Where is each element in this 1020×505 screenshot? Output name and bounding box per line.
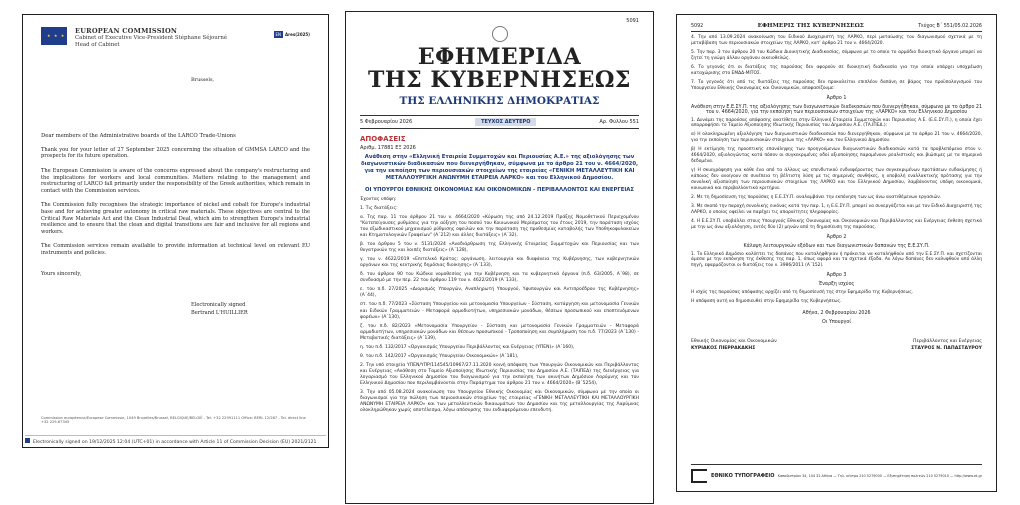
running-title: ΕΦΗΜΕΡΙΣ ΤΗΣ ΚΥΒΕΡΝΗΣΕΩΣ: [757, 23, 864, 29]
paragraph: 2. Με τη δημοσίευση της παρούσας η Ε.Ε.ΣΥ.Π. αναλαμβάνει την εκπόνηση των ως άνω ανατιθέμενων εργασιών.: [691, 194, 942, 200]
gazette-page-1: [345, 11, 654, 504]
eu-flag-logo: [41, 27, 67, 45]
decision-number: Αριθμ. 17881 ΕΞ 2026: [360, 145, 416, 152]
article-3-subtitle: Έναρξη ισχύος: [818, 282, 855, 288]
letter-signature: Electronically signed Bertrand L'HUILLIER: [191, 301, 248, 316]
paragraph: Η απόφαση αυτή να δημοσιευθεί στην Εφημερίδα της Κυβερνήσεως.: [691, 299, 842, 305]
paragraph: 3. Με σκοπό την παροχή συνολικής εικόνας κατά την παρ. 1, η Ε.Ε.ΣΥ.Π. μπορεί να συνεργάζεται και με τον Ειδικό Διαχειριστή της ΛΑΡΚΟ, ο οποίος οφείλει να παρέχει τις απαραίτητες πληροφορίες.: [691, 203, 982, 215]
ec-letter-page: [22, 14, 329, 448]
paragraph: Η ισχύς της παρούσας απόφασης αρχίζει από τη δημοσίευσή της στην Εφημερίδα της Κυβερνήσεως.: [691, 290, 914, 296]
letter-closing: Yours sincerely,: [41, 270, 82, 277]
ministers-heading: ΟΙ ΥΠΟΥΡΓΟΙ ΕΘΝΙΚΗΣ ΟΙΚΟΝΟΜΙΑΣ ΚΑΙ ΟΙΚΟΝΟΜΙΚΩΝ - ΠΕΡΙΒΑΛΛΟΝΤΟΣ ΚΑΙ ΕΝΕΡΓΕΙΑΣ: [364, 186, 635, 193]
issue-series: ΤΕΥΧΟΣ ΔΕΥΤΕΡΟ: [475, 118, 536, 126]
page-number: 5091: [626, 18, 639, 24]
ec-header: [41, 27, 310, 49]
article-1-title: Άρθρο 1: [826, 95, 847, 101]
ec-org-name: EUROPEAN COMMISSION: [75, 27, 178, 35]
article-2-subtitle: Κάλυψη λειτουργικών εξόδων και των διαγωνιστικών δαπανών της Ε.Ε.ΣΥ.Π.: [743, 243, 930, 249]
article-2-title: Άρθρο 2: [826, 234, 847, 240]
paragraph: 5. Την παρ. 3 του άρθρου 20 του Κώδικα Διοικητικής Διαδικασίας, σύμφωνα με το οποίο το αρμόδιο διοικητικό όργανο μπορεί να ζητεί τη γνώμη άλλου οργάνου οικειοθελώς.: [691, 49, 982, 61]
gazette-body: Έχοντας υπόψη: 1. Τις διατάξεις: α. Της παρ. 11 του άρθρου 21 του ν. 4664/2020 «Κύρωση της από 24.12.2019 Πράξης Νομοθετικού Περιεχομένου "Κατεπείγουσες ρυθμίσεις για την αύξηση του ποσού του Κοινωνικού Μερίσματος του έτους 2019, την παράταση ισχύος του εξωδικαστικού μηχανισμού ρύθμισης οφειλών και την παράταση της προθεσμίας καταβολής των Υποθηκοφυλακείων και Κτηματολογικών Γραφείων" (Α΄212) και άλλες διατάξεις» (Α΄32), β. του άρθρου 5 του ν. 5131/2024 «Αναδιάρθρωση της Ελληνικής Εταιρείας Συμμετοχών και Περιουσίας και των θυγατρικών της και λοιπές διατάξεις» (Α΄128), γ. του ν. 4622/2019 «Επιτελικό Κράτος: οργάνωση, λειτουργία και διαφάνεια της Κυβέρνησης, των κυβερνητικών οργάνων και της κεντρικής δημόσιας διοίκησης» (Α΄133), δ. του άρθρου 90 του Κώδικα νομοθεσίας για την Κυβέρνηση και τα κυβερνητικά όργανα (π.δ. 63/2005, Α΄98), σε συνδυασμό με την περ. 22 του άρθρου 119 του ν. 4622/2019 (Α΄133), ε. του π.δ. 27/2025 «Διορισμός Υπουργών, Αναπληρωτή Υπουργού, Υφυπουργών και Αντιπροέδρου της Κυβέρνησης» (Α΄44), στ. του π.δ. 77/2023 «Σύσταση Υπουργείου και μετονομασία Υπουργείων - Σύσταση, κατάργηση και μετονομασία Γενικών και Ειδικών Γραμματειών - Μεταφορά αρμοδιοτήτων, υπηρεσιακών μονάδων, θέσεων προσωπικού και εποπτευόμενων φορέων» (Α΄130), ζ. του π.δ. 82/2023 «Μετονομασία Υπουργείου - Σύσταση και μετονομασία Γενικών Γραμματειών - Μεταφορά αρμοδιοτήτων, υπηρεσιακών μονάδων και θέσεων προσωπικού - Τροποποίηση και συμπλήρωση του π.δ. 77/2023 (Α΄130) - Μεταβατικές διατάξεις» (Α΄139), η. του π.δ. 132/2017 «Οργανισμός Υπουργείου Περιβάλλοντος και Ενέργειας (ΥΠΕΝ)» (Α΄160), θ. του π.δ. 142/2017 «Οργανισμός Υπουργείου Οικονομικών» (Α΄181), 2. Την υπό στοιχεία ΥΠΕΝ/ΥΠΡ/114545/10967/27.11.2020 κοινή απόφαση των Υπουργών Οικονομικών και Περιβάλλοντος και Ενέργειας «Ανάθεση στο Ταμείο Αξιοποίησης Ιδιωτικής Περιουσίας του Δημοσίου Α.Ε. (ΤΑΙΠΕΔ) της διενέργειας για λογαριασμό του Ελληνικού Δημοσίου του διαγωνισμού για την εκποίηση των ακινήτων Δημόσιου Λαρύμνης και του Ελληνικού Δημοσίου που περιλαμβάνονται στην Παράρτημα του άρθρου 21 του ν. 4664/2020» (Β΄5254), 3. Την από 05.08.2024 ανακοίνωση του Υπουργείου Εθνικής Οικονομίας και Οικονομικών, σύμφωνα με την οποία οι διαγωνισμοί για την πώληση των περιουσιακών στοιχείων της εταιρείας «ΓΕΝΙΚΗ ΜΕΤΑΛΛΕΥΤΙΚΗ ΚΑΙ ΜΕΤΑΛΛΟΥΡΓΙΚΗ ΑΝΩΝΥΜΗ ΕΤΑΙΡΕΙΑ ΛΑΡΚΟ» και των μεταλλευτικών δικαιωμάτων του Δημοσίου και της μεταλλουργίας της Λαρύμνας ολοκληρώθηκαν χωρίς αποτέλεσμα, λόγω απόσυρσης του ενδιαφερόμενου επενδυτή.: [360, 196, 639, 414]
running-header: [691, 23, 982, 32]
printer-address: Καποδιστρίου 34, 104 32 Αθήνα — Τηλ. κέντρο 210 5279000 — Εξυπηρέτηση πολιτών 210 5279010 — http://www.et.gr: [777, 473, 982, 478]
ares-stamp: EN Ares(2025): [275, 32, 310, 37]
page-number: 5092: [691, 23, 704, 29]
issue-sheet: Αρ. Φύλλου 551: [599, 119, 639, 126]
gazette-page-2: [676, 14, 997, 492]
printer-footer: [691, 464, 982, 483]
letter-paragraph: Thank you for your letter of 27 September 2025 concerning the situation of GMMSA LARCO and the prospects for its future operation.: [41, 146, 310, 160]
decision-title: Ανάθεση στην «Ελληνική Εταιρεία Συμμετοχών και Περιουσίας Α.Ε.» της αξιολόγησης των διαγωνιστικών διαδικασιών που διενεργήθηκαν, σύμφωνα με το άρθρο 21 του ν. 4664/2020, για την εκποίηση των περιουσιακών στοιχείων της εταιρείας «ΓΕΝΙΚΗ ΜΕΤΑΛΛΕΥΤΙΚΗ ΚΑΙ ΜΕΤΑΛΛΟΥΡΓΙΚΗ ΑΝΩΝΥΜΗ ΕΤΑΙΡΕΙΑ ΛΑΡΚΟ» και του Ελληνικού Δημοσίου.: [360, 154, 639, 181]
place-date: Αθήνα, 2 Φεβρουαρίου 2026: [802, 311, 871, 317]
issue-ref: Τεύχος Β΄ 551/05.02.2026: [918, 23, 982, 29]
signer-left: Εθνικής Οικονομίας και Οικονομικών ΚΥΡΙΑΚΟΣ ΠΙΕΡΡΑΚΑΚΗΣ: [691, 339, 777, 352]
letter-city: Brussels,: [191, 76, 215, 83]
greek-emblem-icon: [492, 26, 508, 42]
paragraph: 1. Δυνάμει της παρούσας απόφασης ανατίθεται στην Ελληνική Εταιρεία Συμμετοχών και Περιουσίας Α.Ε. (Ε.Ε.ΣΥ.Π.), η οποία έχει απορροφήσει το Ταμείο Αξιοποίησης Ιδιωτικής Περιουσίας του Δημοσίου Α.Ε. (ΤΑ.ΙΠΕΔ.):: [691, 117, 982, 129]
paragraph: 1. Το Ελληνικό Δημόσιο καλύπτει τις δαπάνες που καταλήφθηκαν ή πρόκειται να καταλήφθούν από την Ε.Ε.ΣΥ.Π. και σχετίζονται άμεσα με την εκπόνηση της έκθεσης της παρ. 1, όπως αφορά και τα σχετικά έξοδα. Αν λόγω δαπάνες δεν καλυφθούν από άλλη πηγή, εφαρμόζονται οι διατάξεις του ν. 3986/2011 (Α΄152).: [691, 251, 982, 269]
letter-salutation: Dear members of the Administrative boards of the LARCO Trade-Unions: [41, 132, 236, 139]
section-heading: ΑΠΟΦΑΣΕΙΣ: [360, 135, 406, 144]
paragraph: 4. Την από 13.09.2024 ανακοίνωση του Ειδικού Διαχειριστή της ΛΑΡΚΟ, περί ματαίωσης του διαγωνισμού σχετικά με τη μεταβίβαση των περιουσιακών στοιχείων της ΛΑΡΚΟ, κατ' άρθρο 21 του ν. 4664/2020.: [691, 35, 982, 46]
issue-date: 5 Φεβρουαρίου 2026: [360, 119, 413, 126]
signatures: [691, 339, 982, 353]
gazette-masthead: ΕΦΗΜΕΡΙΔΑ ΤΗΣ ΚΥΒΕΡΝΗΣΕΩΣ ΤΗΣ ΕΛΛΗΝΙΚΗΣ ΔΗΜΟΚΡΑΤΙΑΣ: [368, 44, 631, 108]
letter-paragraph: The Commission services remain available to provide information at technical level on relevant EU instruments and policies.: [41, 243, 310, 257]
paragraph: α) Η ολοκληρωμένη αξιολόγηση των διαγωνιστικών διαδικασιών που διενεργήθηκαν, σύμφωνα με το άρθρο 21 του ν. 4664/2020, για την εκποίηση των περιουσιακών στοιχείων της «ΛΑΡΚΟ» και του Ελληνικού Δημοσίου.: [691, 132, 982, 144]
ec-head: Head of Cabinet: [75, 41, 120, 48]
paragraph: 7. Το γεγονός ότι από τις διατάξεις της παρούσας δεν προκαλείται επιπλέον δαπάνη σε βάρος του προϋπολογισμού του Υπουργείου Εθνικής Οικονομίας και Οικονομικών, αποφασίζουμε:: [691, 79, 982, 91]
paragraph: β) Η εκτίμηση της προοπτικής επανάληψης των προηγούμενων διαγωνιστικών διαδικασιών κατά τα προβλεπόμενα στον ν. 4664/2020, αξιολογώντας κατά πόσον οι συγκεκριμένες οδοί αξιοποίησης παραμένουν ρεαλιστικές και βιώσιμες με τα σημερινά δεδομένα.: [691, 147, 982, 165]
article-3-title: Άρθρο 3: [826, 273, 847, 279]
letter-paragraph: The Commission fully recognises the strategic importance of nickel and cobalt for Europe's industrial base and for achieving greater autonomy in critical raw materials. These objectives are central to the Critical Raw Materials Act and the Clean Industrial Deal, which aim to strengthen Europe's industrial resilience and to ensure that the clean and digital transitions are fair and inclusive for all regions and workers.: [41, 202, 310, 235]
signer-right: Περιβάλλοντος και Ενέργειας ΣΤΑΥΡΟΣ Ν. ΠΑΠΑΣΤΑΥΡΟΥ: [911, 339, 982, 352]
ministers-label: Οι Υπουργοί: [822, 320, 851, 326]
letter-footer: Commission européenne/Europese Commissie, 1049 Bruxelles/Brussel, BELGIQUE/BELGIË - Tel. +32 22991111 Office: BERL 12/267 - Tel. direct line +32 229-67345: [41, 415, 306, 425]
letter-paragraph: The European Commission is aware of the concerns expressed about the company's restructuring and the implications for workers and local communities. Matters relating to the management and restructuring of LARCO fall primarily under the responsibility of the Greek authorities, which remain in contact with the Commission services.: [41, 167, 310, 194]
issue-bar: [360, 115, 639, 129]
paragraph: 4. Η Ε.Ε.ΣΥ.Π. υποβάλλει στους Υπουργούς Εθνικής Οικονομίας και Οικονομικών και Περιβάλλοντος και Ενέργειας έκθεση σχετικά με την ως άνω αξιολόγηση, εντός δύο (2) μηνών από τη δημοσίευση της παρούσας.: [691, 218, 982, 230]
paragraph: 6. Το γεγονός ότι οι διατάξεις της παρούσας δεν αφορούν σε διοικητική διαδικασία για την οποία υπάρχει υποχρέωση καταχώρισης στο ΕΜΔΔ-ΜΙΤΟΣ.: [691, 64, 982, 76]
esign-notice: Electronically signed on 19/12/2025 12:04 (UTC+01) in accordance with Article 11 of Commission Decision (EU) 2021/2121: [25, 435, 326, 445]
et-logo-icon: [691, 469, 707, 483]
paragraph: γ) Η σκιαγράφηση για κάθε ένα από τα άλλους ως επενδυτικού ενδιαφέροντος των συγκεκριμένων προτάσεων ευδοκίμησης ή κάποιας δεν ανοίγουν σε συνέπεια τη βέλτιστη λύση με τις σημερινές συνθήκες, η υποβολή εναλλακτικής πρότασης για την συνολική αξιοποίηση των περιουσιακών στοιχείων της ΛΑΡΚΟ και του Ελληνικού Δημοσίου, λαμβάνοντας υπόψη οικονομικά, κοινωνικά και περιβαλλοντικά κριτήρια.: [691, 168, 982, 191]
national-printing-office-logo: ΕΘΝΙΚΟ ΤΥΠΟΓΡΑΦΕΙΟ: [691, 469, 775, 483]
ec-department: Cabinet of Executive Vice-President Stéphane Séjourné: [75, 35, 228, 42]
article-1-subtitle: Ανάθεση στην Ε.Ε.ΣΥ.Π. της αξιολόγησης των διαγωνιστικών διαδικασιών που διενεργήθηκαν, σύμφωνα με το άρθρο 21 του ν. 4664/2020, για την εκποίηση των περιουσιακών στοιχείων της «ΛΑΡΚΟ» και του Ελληνικού Δημοσίου: [691, 104, 983, 115]
